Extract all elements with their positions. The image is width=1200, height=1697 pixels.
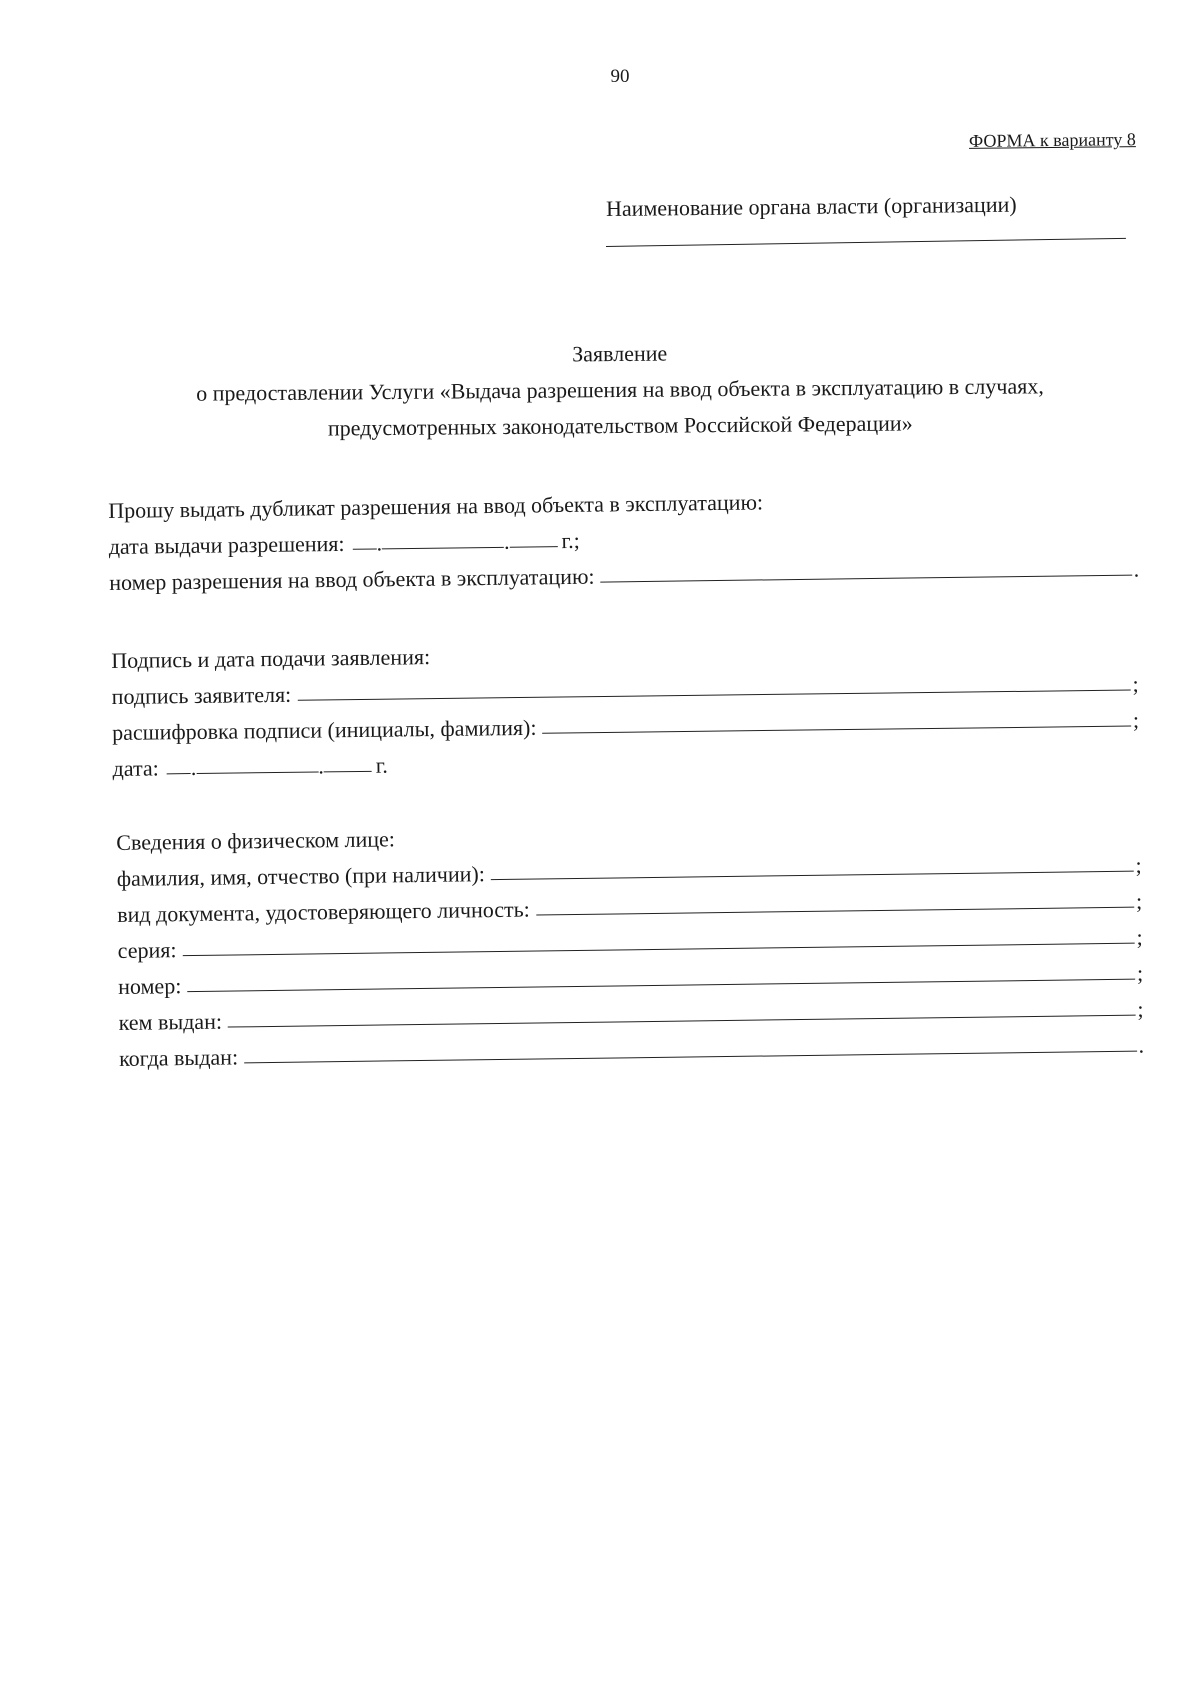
permit-number-field[interactable]	[601, 574, 1132, 583]
issue-date-day-field[interactable]	[353, 547, 377, 549]
issued-when-label: когда выдан:	[118, 1044, 239, 1071]
page-number: 90	[610, 66, 630, 87]
id-document-label: вид документа, удостоверяющего личность:	[117, 896, 530, 927]
person-info-section	[116, 807, 1144, 1072]
duplicate-heading: Прошу выдать дубликат разрешения на ввод объекта в эксплуатацию:	[108, 489, 764, 523]
form-reference: ФОРМА к варианту 8	[969, 129, 1137, 151]
duplicate-request-section	[108, 475, 1139, 596]
application-title	[100, 331, 1141, 448]
person-heading: Сведения о физическом лице:	[116, 826, 396, 855]
date-separator: .	[503, 528, 510, 554]
permit-number-label: номер разрешения на ввод объекта в эксплуатацию:	[109, 563, 595, 595]
submission-date-day-field[interactable]	[167, 772, 191, 774]
issue-date-month-field[interactable]	[382, 546, 504, 550]
submission-date-year-field[interactable]	[324, 770, 372, 773]
row-separator: ;	[1135, 888, 1143, 914]
signature-heading: Подпись и дата подачи заявления:	[111, 644, 431, 673]
submission-date-year-suffix: г.	[375, 752, 388, 778]
title-line-1: Заявление	[572, 340, 668, 367]
row-end: .	[1138, 1032, 1145, 1058]
row-separator: ;	[1136, 924, 1143, 950]
permit-number-end: .	[1133, 556, 1140, 582]
full-name-field[interactable]	[491, 870, 1134, 880]
date-separator: .	[318, 753, 324, 779]
row-separator: ;	[1137, 996, 1144, 1022]
row-separator: ;	[1132, 707, 1140, 733]
authority-name-field[interactable]	[606, 238, 1126, 247]
issued-when-field[interactable]	[244, 1050, 1136, 1064]
series-label: серия:	[117, 937, 177, 963]
issue-date-year-field[interactable]	[510, 545, 558, 548]
date-separator: .	[190, 754, 197, 781]
signature-decryption-label: расшифровка подписи (инициалы, фамилия):	[112, 714, 537, 745]
submission-date-month-field[interactable]	[196, 770, 318, 773]
authority-block	[605, 191, 1126, 247]
applicant-signature-label: подпись заявителя:	[111, 681, 292, 709]
issue-date-year-suffix: г.;	[561, 527, 580, 554]
issue-date-label: дата выдачи разрешения:	[108, 530, 345, 559]
full-name-label: фамилия, имя, отчество (при наличии):	[116, 861, 486, 891]
issued-by-label: кем выдан:	[118, 1008, 223, 1035]
date-separator: .	[376, 530, 383, 556]
title-line-3: предусмотренных законодательством Российской Федерации»	[327, 410, 913, 441]
submission-date-label: дата:	[112, 755, 159, 781]
authority-label: Наименование органа власти (организации)	[605, 191, 1017, 221]
signature-decryption-field[interactable]	[543, 725, 1131, 734]
number-label: номер:	[118, 973, 182, 999]
row-separator: ;	[1135, 852, 1142, 878]
signature-section	[111, 625, 1140, 782]
id-document-field[interactable]	[536, 906, 1134, 916]
row-separator: ;	[1136, 960, 1144, 986]
title-line-2: о предоставлении Услуги «Выдача разрешения на ввод объекта в эксплуатацию в случаях,	[196, 373, 1044, 406]
row-separator: ;	[1132, 671, 1139, 697]
